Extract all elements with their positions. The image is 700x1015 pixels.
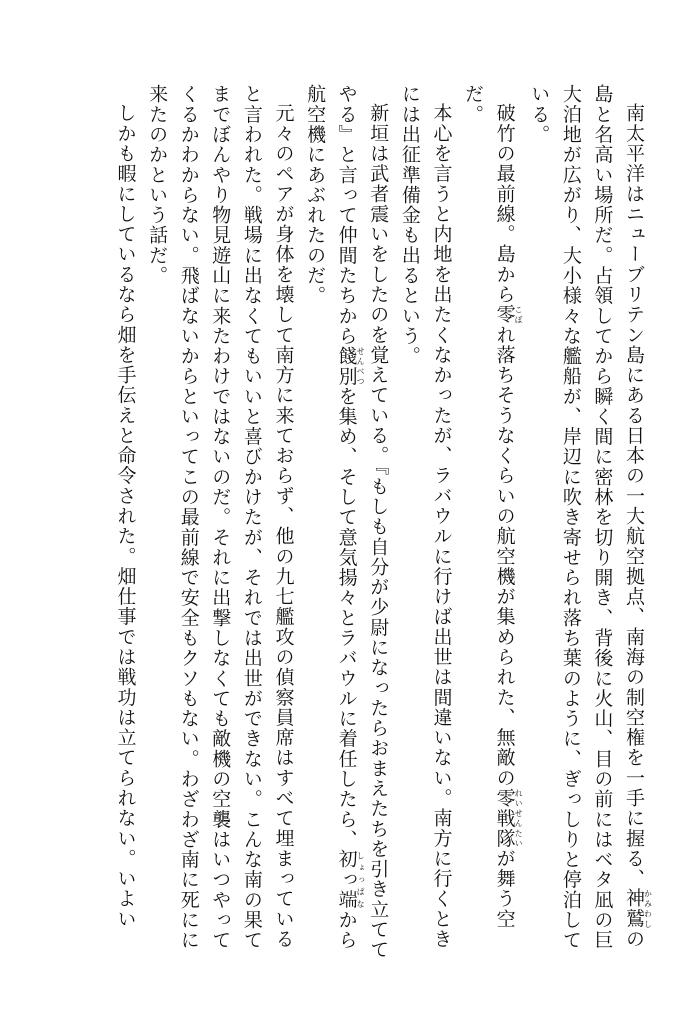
ruby-reading: れいせんたい bbox=[514, 787, 524, 849]
text-run: の島と名高い場所だ。占領してから瞬く間に密林を切り開き、背後に火山、目の前にはベタ凪の巨大泊地が広がり、大小様々な艦船が、岸辺に吹き寄せられ落ち葉のように、ぎっしりと停泊している。 bbox=[528, 84, 645, 951]
text-run: 元々のペアが身体を壊して南方に来ておらず、他の九七艦攻の偵察員席はすべて埋まっていると言われた。戦場に出なくてもいいと喜びかけたが、それでは出世ができない。こんな南の果てまでぼんやり物見遊山に来たわけではないのだ。それに出撃しなくても敵機の空襲はいつやってくるかわからない。飛ばないからといってこの最前線で安全もクソもない。わざわざ南に死にに来たのかという話だ。 bbox=[146, 84, 295, 951]
ruby-reading: せんべつ bbox=[356, 345, 366, 387]
ruby-base: 零 bbox=[493, 304, 516, 325]
ruby-base: 零戦隊 bbox=[493, 787, 516, 849]
paragraph-4 bbox=[298, 84, 393, 964]
text-run: 破竹の最前線。島から bbox=[493, 103, 516, 305]
ruby-annotation bbox=[335, 849, 366, 910]
ruby-base: 餞別 bbox=[335, 345, 358, 387]
ruby-base: 神鷲 bbox=[623, 888, 645, 929]
paragraph-3 bbox=[393, 84, 456, 964]
vertical-text-body bbox=[109, 84, 652, 964]
text-run: れ落ちそうなくらいの航空機が集められた、無敵の bbox=[493, 324, 516, 788]
ruby-annotation bbox=[493, 787, 524, 849]
ruby-reading: かみわし bbox=[643, 888, 653, 929]
text-run: 本心を言うと内地を出たくなかったが、ラバウルに行けば出世は間違いない。南方に行くときには出征準備金も出るという。 bbox=[398, 84, 453, 949]
paragraph-6 bbox=[109, 84, 141, 964]
paragraph-2 bbox=[456, 84, 522, 964]
text-run: 南太平洋はニューブリテン島にある日本の一大航空拠点、南海の制空権を一手に握る、 bbox=[623, 103, 645, 889]
ruby-annotation bbox=[623, 888, 653, 929]
text-run: しかも暇にしているなら畑を手伝えと命令された。畑仕事では戦功は立てられない。いよい bbox=[114, 103, 137, 929]
text-run: 新垣は武者震いをしたのを覚えている。『もしも自分が少尉になったらおまえたちを引き立ててやる』と言って仲間たちから bbox=[335, 84, 390, 960]
text-run: が舞う空だ。 bbox=[462, 84, 516, 929]
text-run: を集め、そして意気揚々とラバウルに着任したら、 bbox=[335, 386, 358, 850]
ruby-reading: しょっぱな bbox=[356, 849, 366, 910]
ruby-annotation bbox=[335, 345, 366, 387]
ruby-base: 初っ端 bbox=[335, 849, 358, 910]
paragraph-1 bbox=[523, 84, 652, 964]
ruby-reading: こぼ bbox=[514, 304, 524, 325]
paragraph-5 bbox=[141, 84, 299, 964]
text-run: から航空機にあぶれたのだ。 bbox=[304, 84, 358, 951]
ruby-annotation bbox=[493, 304, 524, 325]
